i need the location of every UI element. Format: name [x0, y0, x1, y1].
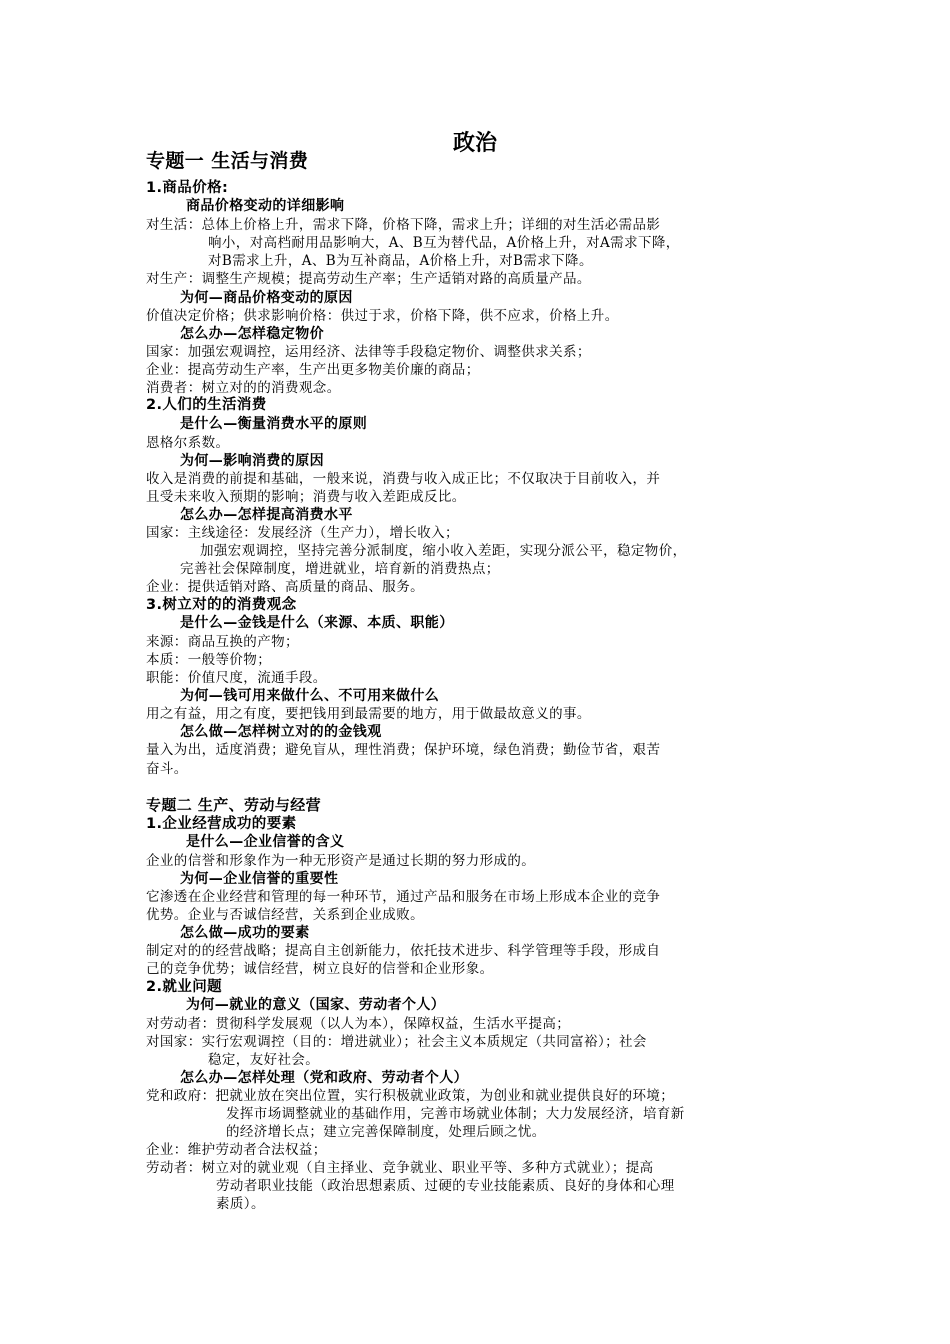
text-line: 本质：一般等价物；: [146, 652, 272, 668]
text-line: 对劳动者：贯彻科学发展观（以人为本），保障权益，生活水平提高；: [146, 1016, 571, 1032]
topic-heading: 专题二 生产、劳动与经营: [146, 796, 322, 814]
text-line: 消费者：树立对的的消费观念。: [146, 380, 341, 396]
section-heading: 2.就业问题: [146, 979, 222, 995]
text-line: 企业：提供适销对路、高质量的商品、服务。: [146, 579, 424, 595]
text-line: 劳动者：树立对的就业观（自主择业、竞争就业、职业平等、多种方式就业）；提高: [146, 1160, 654, 1176]
text-line: 企业：维护劳动者合法权益；: [146, 1142, 327, 1158]
text-line: 加强宏观调控，坚持完善分派制度，缩小收入差距，实现分派公平，稳定物价，: [200, 543, 687, 559]
question-heading: 是什么—企业信誉的含义: [186, 834, 345, 850]
question-heading: 是什么—衡量消费水平的原则: [180, 416, 368, 432]
document-title: 政治: [452, 131, 497, 156]
text-line: 素质）。: [216, 1196, 265, 1212]
question-heading: 为何—企业信誉的重要性: [180, 871, 339, 887]
question-heading: 为何—钱可用来做什么、不可用来做什么: [180, 688, 440, 704]
text-line: 来源：商品互换的产物；: [146, 634, 299, 650]
topic-heading: 专题一 生活与消费: [146, 150, 309, 172]
question-heading: 是什么—金钱是什么（来源、本质、职能）: [180, 615, 454, 631]
text-line: 企业：提高劳动生产率，生产出更多物美价廉的商品；: [146, 362, 480, 378]
text-line: 己的竞争优势；诚信经营，树立良好的信誉和企业形象。: [146, 961, 494, 977]
text-line: 奋斗。: [146, 761, 188, 777]
question-heading: 为何—就业的意义（国家、劳动者个人）: [186, 997, 446, 1013]
text-line: 且受未来收入预期的影响；消费与收入差距成反比。: [146, 489, 466, 505]
text-line: 的经济增长点；建立完善保障制度，处理后顾之忧。: [226, 1124, 546, 1140]
question-heading: 为何—影响消费的原因: [180, 453, 324, 469]
text-line: 稳定，友好社会。: [208, 1052, 320, 1068]
question-heading: 怎么做—怎样树立对的的金钱观: [180, 724, 382, 740]
text-line: 价值决定价格；供求影响价格：供过于求，价格下降，供不应求，价格上升。: [146, 308, 619, 324]
text-line: 量入为出，适度消费；避免盲从，理性消费；保护环境，绿色消费；勤俭节省，艰苦: [146, 742, 661, 758]
text-line: 完善社会保障制度，增进就业，培育新的消费热点；: [180, 561, 500, 577]
question-heading: 商品价格变动的详细影响: [186, 198, 345, 214]
text-line: 用之有益，用之有度，要把钱用到最需要的地方，用于做最故意义的事。: [146, 706, 591, 722]
section-heading: 1.企业经营成功的要素: [146, 816, 297, 832]
text-line: 响小，对高档耐用品影响大，A、B互为替代品，A价格上升，对A需求下降，: [208, 235, 680, 251]
text-line: 劳动者职业技能（政治思想素质、过硬的专业技能素质、良好的身体和心理: [216, 1178, 675, 1194]
text-line: 职能：价值尺度，流通手段。: [146, 670, 327, 686]
text-line: 它渗透在企业经营和管理的每一种环节，通过产品和服务在市场上形成本企业的竞争: [146, 889, 661, 905]
text-line: 企业的信誉和形象作为一种无形资产是通过长期的努力形成的。: [146, 853, 536, 869]
question-heading: 怎么办—怎样稳定物价: [180, 326, 324, 342]
text-line: 党和政府：把就业放在突出位置，实行积极就业政策，为创业和就业提供良好的环境；: [146, 1088, 675, 1104]
text-line: 制定对的的经营战略；提高自主创新能力，依托技术进步、科学管理等手段，形成自: [146, 943, 661, 959]
question-heading: 为何—商品价格变动的原因: [180, 290, 353, 306]
text-line: 国家：加强宏观调控，运用经济、法律等手段稳定物价、调整供求关系；: [146, 344, 591, 360]
section-heading: 3.树立对的的消费观念: [146, 597, 297, 613]
text-line: 国家：主线途径：发展经济（生产力），增长收入；: [146, 525, 459, 541]
text-line: 优势。企业与否诚信经营，关系到企业成败。: [146, 907, 424, 923]
text-line: 对生活：总体上价格上升，需求下降，价格下降，需求上升；详细的对生活必需品影: [146, 217, 661, 233]
text-line: 发挥市场调整就业的基础作用，完善市场就业体制；大力发展经济，培育新: [226, 1106, 685, 1122]
text-line: 对国家：实行宏观调控（目的：增进就业）；社会主义本质规定（共同富裕）；社会: [146, 1034, 647, 1050]
text-line: 恩格尔系数。: [146, 435, 230, 451]
question-heading: 怎么做—成功的要素: [180, 925, 310, 941]
text-line: 对生产：调整生产规模；提高劳动生产率；生产适销对路的高质量产品。: [146, 271, 591, 287]
question-heading: 怎么办—怎样处理（党和政府、劳动者个人）: [180, 1070, 468, 1086]
text-line: 对B需求上升，A、B为互补商品，A价格上升，对B需求下降。: [208, 253, 593, 269]
text-line: 收入是消费的前提和基础，一般来说，消费与收入成正比；不仅取决于目前收入，并: [146, 471, 661, 487]
question-heading: 怎么办—怎样提高消费水平: [180, 507, 353, 523]
section-heading: 2.人们的生活消费: [146, 397, 267, 413]
section-heading: 1.商品价格:: [146, 180, 229, 196]
